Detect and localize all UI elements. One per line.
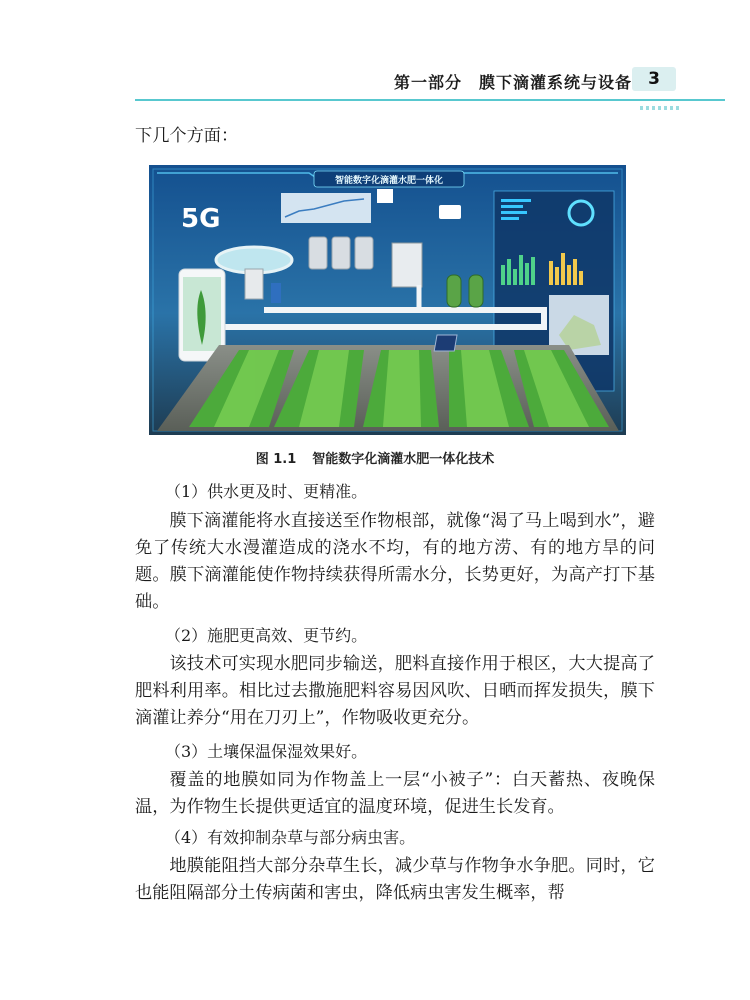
section-heading-1: （1）供水更及时、更精准。: [165, 482, 368, 501]
section-paragraph-3: 覆盖的地膜如同为作物盖上一层“小被子”：白天蓄热、夜晚保温，为作物生长提供更适宜的温度环境，促进生长发育。: [135, 770, 655, 817]
figure-label: 图 1.1: [255, 452, 297, 467]
page-number-badge: 3: [632, 67, 676, 91]
header-dot-ornament: [640, 106, 680, 110]
section-paragraph-1: 膜下滴灌能将水直接送至作物根部，就像“渴了马上喝到水”，避免了传统大水漫灌造成的浇水不均，有的地方涝、有的地方旱的问题。膜下滴灌能使作物持续获得所需水分，长势更好，为高产打下基础。: [135, 511, 655, 612]
section-heading-2: （2）施肥更高效、更节约。: [165, 626, 368, 645]
running-header-title: 第一部分 膜下滴灌系统与设备: [393, 73, 632, 92]
intro-line: 下几个方面：: [135, 126, 239, 146]
section-paragraph-4: 地膜能阻挡大部分杂草生长，减少草与作物争水争肥。同时，它也能阻隔部分土传病菌和害虫，降低病虫害发生概率，帮: [135, 856, 655, 903]
figure-caption-text: 智能数字化滴灌水肥一体化技术: [312, 452, 495, 467]
section-heading-4: （4）有效抑制杂草与部分病虫害。: [165, 828, 416, 847]
figure-banner-text: 智能数字化滴灌水肥一体化: [334, 176, 444, 186]
section-paragraph-2: 该技术可实现水肥同步输送，肥料直接作用于根区，大大提高了肥料利用率。相比过去撒施肥料容易因风吹、日晒而挥发损失，膜下滴灌让养分“用在刀刃上”，作物吸收更充分。: [135, 654, 655, 728]
section-heading-3: （3）土壤保温保湿效果好。: [165, 742, 368, 761]
header-divider: [135, 99, 725, 101]
smart-irrigation-illustration: [149, 165, 626, 435]
badge-5g-text: 5G: [181, 204, 221, 234]
figure-caption: [0, 448, 750, 467]
figure-illustration: [149, 165, 626, 435]
